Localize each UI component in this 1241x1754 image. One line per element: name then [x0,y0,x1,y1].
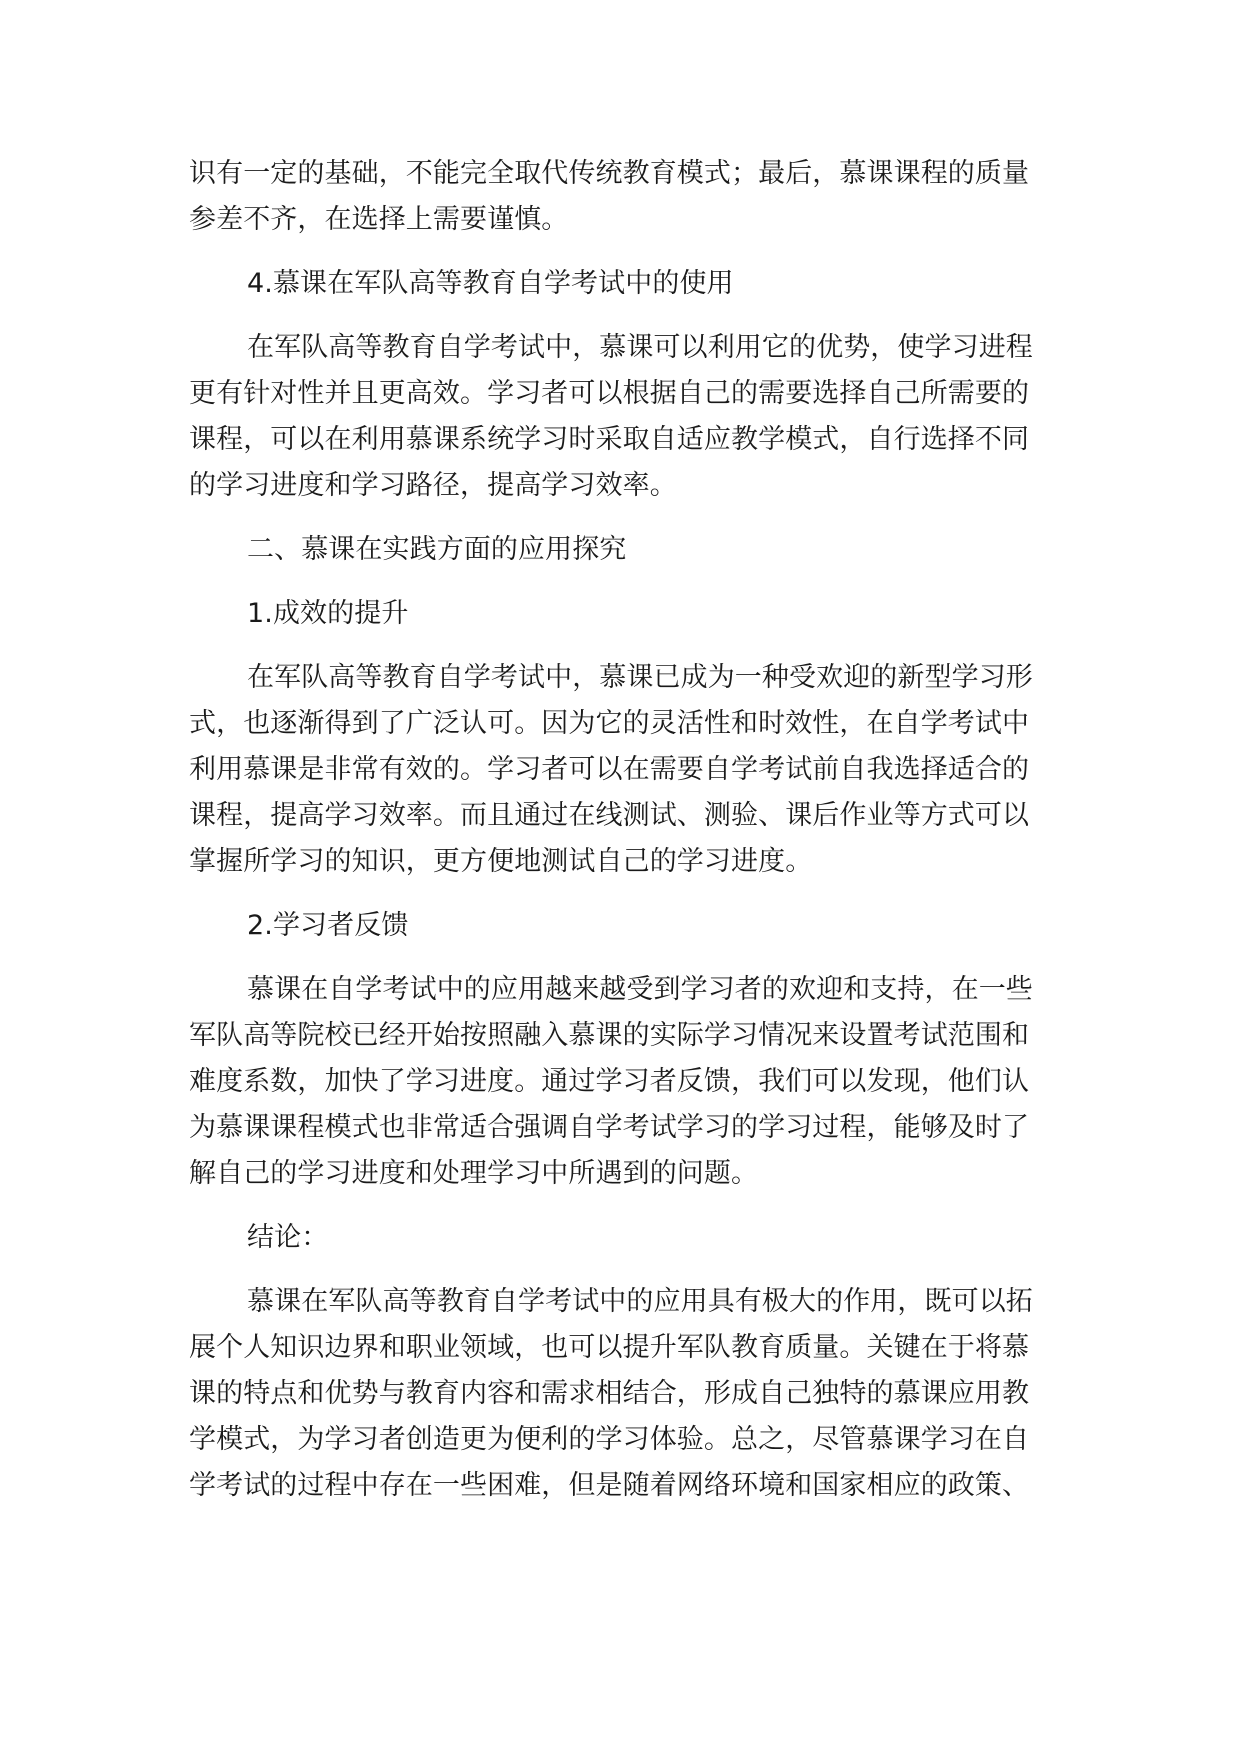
section-heading [189,591,1041,637]
paragraph-spacing [189,1197,1041,1215]
paragraph-line: 识有一定的基础，不能完全取代传统教育模式；最后，慕课课程的质量 [189,158,1030,189]
paragraph-line: 在军队高等教育自学考试中，慕课可以利用它的优势，使学习进程 [247,332,1033,363]
body-paragraph [189,967,1041,1197]
paragraph-line: 掌握所学习的知识，更方便地测试自己的学习进度。 [189,846,813,877]
paragraph-line: 利用慕课是非常有效的。学习者可以在需要自学考试前自我选择适合的 [189,754,1030,785]
paragraph-spacing [189,307,1041,325]
paragraph-line: 解自己的学习进度和处理学习中所遇到的问题。 [189,1158,759,1189]
paragraph-spacing [189,949,1041,967]
paragraph-line: 在军队高等教育自学考试中，慕课已成为一种受欢迎的新型学习形 [247,662,1033,693]
section-heading [189,903,1041,949]
paragraph-line: 慕课在自学考试中的应用越来越受到学习者的欢迎和支持，在一些 [247,974,1033,1005]
paragraph-spacing [189,509,1041,527]
paragraph-line: 难度系数，加快了学习进度。通过学习者反馈，我们可以发现，他们认 [189,1066,1030,1097]
heading-text: 4.慕课在军队高等教育自学考试中的使用 [247,268,734,299]
paragraph-spacing [189,1261,1041,1279]
paragraph-line: 慕课在军队高等教育自学考试中的应用具有极大的作用，既可以拓 [247,1286,1033,1317]
document-body [189,151,1041,1509]
heading-text: 2.学习者反馈 [247,910,409,941]
heading-text: 结论： [247,1222,329,1253]
paragraph-line: 学模式，为学习者创造更为便利的学习体验。总之，尽管慕课学习在自 [189,1424,1030,1455]
paragraph-line: 为慕课课程模式也非常适合强调自学考试学习的学习过程，能够及时了 [189,1112,1030,1143]
paragraph-spacing [189,573,1041,591]
paragraph-spacing [189,885,1041,903]
paragraph-line: 课的特点和优势与教育内容和需求相结合，形成自己独特的慕课应用教 [189,1378,1030,1409]
paragraph-spacing [189,243,1041,261]
paragraph-line: 军队高等院校已经开始按照融入慕课的实际学习情况来设置考试范围和 [189,1020,1030,1051]
body-paragraph [189,325,1041,509]
paragraph-line: 的学习进度和学习路径，提高学习效率。 [189,470,677,501]
paragraph-line: 参差不齐，在选择上需要谨慎。 [189,204,569,235]
paragraph-line: 学考试的过程中存在一些困难，但是随着网络环境和国家相应的政策、 [189,1470,1030,1501]
section-heading [189,1215,1041,1261]
body-paragraph [189,151,1041,243]
paragraph-spacing [189,637,1041,655]
paragraph-line: 课程，提高学习效率。而且通过在线测试、测验、课后作业等方式可以 [189,800,1030,831]
body-paragraph [189,1279,1041,1509]
paragraph-line: 式，也逐渐得到了广泛认可。因为它的灵活性和时效性，在自学考试中 [189,708,1030,739]
heading-text: 1.成效的提升 [247,598,409,629]
heading-text: 二、慕课在实践方面的应用探究 [247,534,627,565]
paragraph-line: 更有针对性并且更高效。学习者可以根据自己的需要选择自己所需要的 [189,378,1030,409]
section-heading [189,261,1041,307]
paragraph-line: 课程，可以在利用慕课系统学习时采取自适应教学模式，自行选择不同 [189,424,1030,455]
body-paragraph [189,655,1041,885]
paragraph-line: 展个人知识边界和职业领域，也可以提升军队教育质量。关键在于将慕 [189,1332,1030,1363]
section-heading [189,527,1041,573]
